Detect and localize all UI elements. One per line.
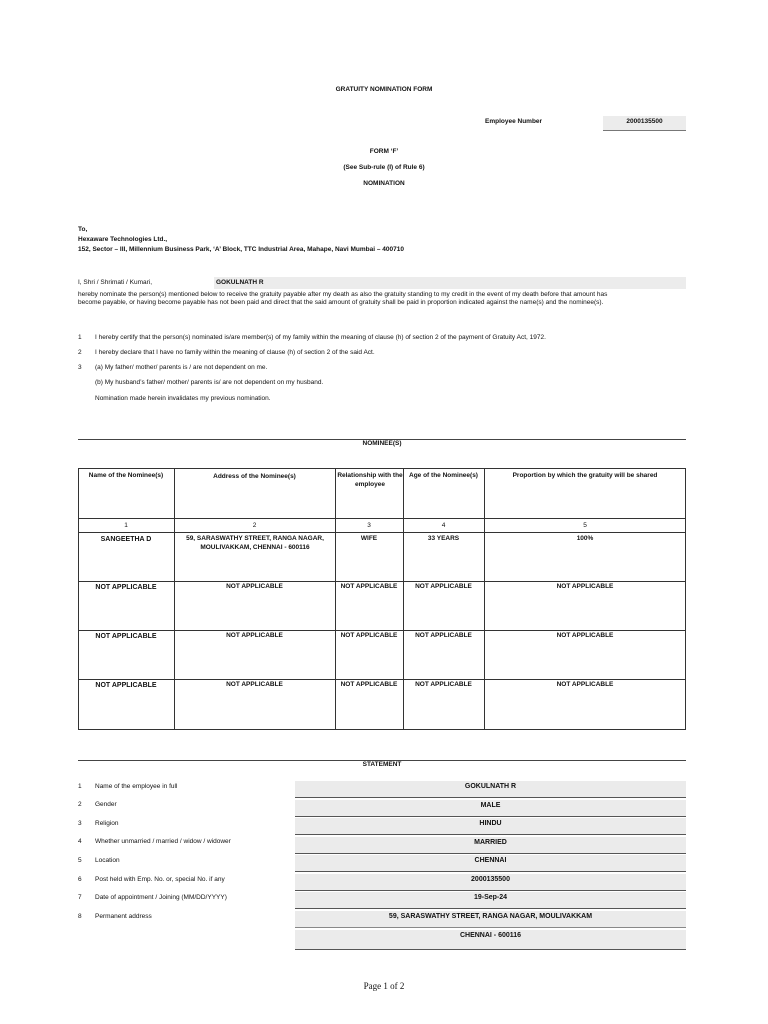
table-row-divider [78, 518, 686, 519]
declaration-line-1: hereby nominate the person(s) mentioned below to receive the gratuity payable after my death as also the gratuity standing to my credit in the event of my death before that amount has [78, 291, 608, 298]
table-col-divider [335, 468, 336, 730]
nominee-4-proportion: NOT APPLICABLE [556, 681, 614, 688]
statement-num: 6 [78, 876, 82, 883]
col-number: 3 [367, 522, 371, 529]
statement-num: 7 [78, 894, 82, 901]
nominee-3-name: NOT APPLICABLE [95, 633, 157, 640]
col-number: 1 [124, 522, 128, 529]
statement-num: 4 [78, 838, 82, 845]
company-address: 152, Sector – III, Millennium Business Park, ‘A’ Block, TTC Industrial Area, Mahape, Navi Mumbai – 400710 [78, 246, 404, 253]
declaration-num-1: 1 [78, 334, 82, 341]
nominee-3-address: NOT APPLICABLE [226, 632, 283, 639]
declaration-text-3a: (a) My father/ mother/ parents is / are not dependent on me. [95, 364, 268, 371]
nominee-4-address: NOT APPLICABLE [226, 681, 283, 688]
col-number: 2 [252, 522, 257, 529]
nominee-2-name: NOT APPLICABLE [95, 584, 157, 591]
nominee-2-age: NOT APPLICABLE [415, 583, 472, 590]
nominee-2-proportion: NOT APPLICABLE [556, 583, 614, 590]
declarant-label: I, Shri / Shrimati / Kumari, [78, 279, 153, 286]
statement-label-appointment: Date of appointment / Joining (MM/DD/YYYY) [95, 894, 227, 901]
declaration-invalidation: Nomination made herein invalidates my previous nomination. [95, 395, 271, 402]
nominee-table [78, 468, 686, 730]
nominee-4-age: NOT APPLICABLE [415, 681, 472, 688]
statement-value-post: 2000135500 [295, 874, 686, 891]
to-label: To, [78, 226, 88, 233]
table-row-divider [78, 532, 686, 533]
table-col-divider [484, 468, 485, 730]
statement-label-location: Location [95, 857, 120, 864]
statement-value-marital: MARRIED [295, 837, 686, 854]
col-number: 4 [441, 522, 446, 529]
declarant-name: GOKULNATH R [214, 277, 686, 289]
nomination-label: NOMINATION [363, 180, 405, 187]
nominee-2-address: NOT APPLICABLE [226, 583, 283, 590]
statement-value-gender: MALE [295, 800, 686, 817]
employee-number-value: 2000135500 [603, 116, 686, 131]
statement-num: 2 [78, 801, 82, 808]
statement-label-religion: Religion [95, 820, 119, 827]
subrule-label: (See Sub-rule (I) of Rule 6) [343, 164, 425, 171]
nominee-1-relationship: WIFE [360, 535, 378, 542]
statement-value-appointment: 19-Sep-24 [295, 892, 686, 909]
nominee-4-relationship: NOT APPLICABLE [340, 681, 398, 688]
statement-value-location: CHENNAI [295, 855, 686, 872]
declaration-num-2: 2 [78, 349, 82, 356]
form-title: GRATUITY NOMINATION FORM [335, 86, 433, 93]
page-number: Page 1 of 2 [363, 981, 405, 991]
statement-label-marital: Whether unmarried / married / widow / widower [95, 838, 231, 845]
nominee-1-address: 59, SARASWATHY STREET, RANGA NAGAR, MOULIVAKKAM, CHENNAI - 600116 [186, 535, 324, 551]
statement-num: 5 [78, 857, 82, 864]
table-col-divider [174, 468, 175, 730]
table-col-divider [403, 468, 404, 730]
header-name: Name of the Nominee(s) [88, 472, 164, 479]
nominee-1-proportion: 100% [576, 535, 594, 542]
declaration-line-2: become payable, or having become payable has not been paid and direct that the said amount of gratuity shall be paid in proportion indicated against the name(s) and the nominee(s). [78, 299, 604, 306]
statement-num: 1 [78, 783, 82, 790]
statement-label-post: Post held with Emp. No. or, special No. if any [95, 876, 225, 883]
nominee-3-relationship: NOT APPLICABLE [340, 632, 398, 639]
nominee-3-proportion: NOT APPLICABLE [556, 632, 614, 639]
statement-value-name: GOKULNATH R [295, 781, 686, 798]
form-f-label: FORM ‘F’ [369, 148, 399, 155]
nominee-1-name: SANGEETHA D [100, 536, 152, 543]
header-proportion: Proportion by which the gratuity will be shared [512, 472, 658, 479]
declaration-num-3: 3 [78, 364, 82, 371]
employee-number-label: Employee Number [485, 118, 543, 125]
declaration-text-3b: (b) My husband’s father/ mother/ parents is/ are not dependent on my husband. [95, 379, 324, 386]
nominee-4-name: NOT APPLICABLE [95, 682, 157, 689]
header-relationship: Relationship with the employee [337, 472, 403, 488]
statement-value-address: 59, SARASWATHY STREET, RANGA NAGAR, MOULIVAKKAM [295, 911, 686, 928]
statement-num: 3 [78, 820, 82, 827]
nominee-2-relationship: NOT APPLICABLE [340, 583, 398, 590]
statement-value-address-line2: CHENNAI - 600116 [295, 930, 686, 950]
statement-section-title: STATEMENT [362, 761, 402, 768]
statement-label-gender: Gender [95, 801, 117, 808]
statement-label-name: Name of the employee in full [95, 783, 178, 790]
nominee-3-age: NOT APPLICABLE [415, 632, 472, 639]
header-address: Address of the Nominee(s) [213, 473, 296, 480]
nominee-1-age: 33 YEARS [427, 535, 460, 542]
declaration-text-2: I hereby declare that I have no family within the meaning of clause (h) of section 2 of the said Act. [95, 349, 375, 356]
statement-label-address: Permanent address [95, 913, 152, 920]
nominee-section-title: NOMINEE(S) [362, 440, 402, 447]
statement-num: 8 [78, 913, 82, 920]
header-age: Age of the Nominee(s) [409, 472, 478, 479]
declaration-text-1: I hereby certify that the person(s) nominated is/are member(s) of my family within the meaning of clause (h) of section 2 of the payment of Gratuity Act, 1972. [95, 334, 546, 341]
col-number: 5 [583, 522, 587, 529]
statement-value-religion: HINDU [295, 818, 686, 835]
company-name: Hexaware Technologies Ltd., [78, 236, 168, 243]
